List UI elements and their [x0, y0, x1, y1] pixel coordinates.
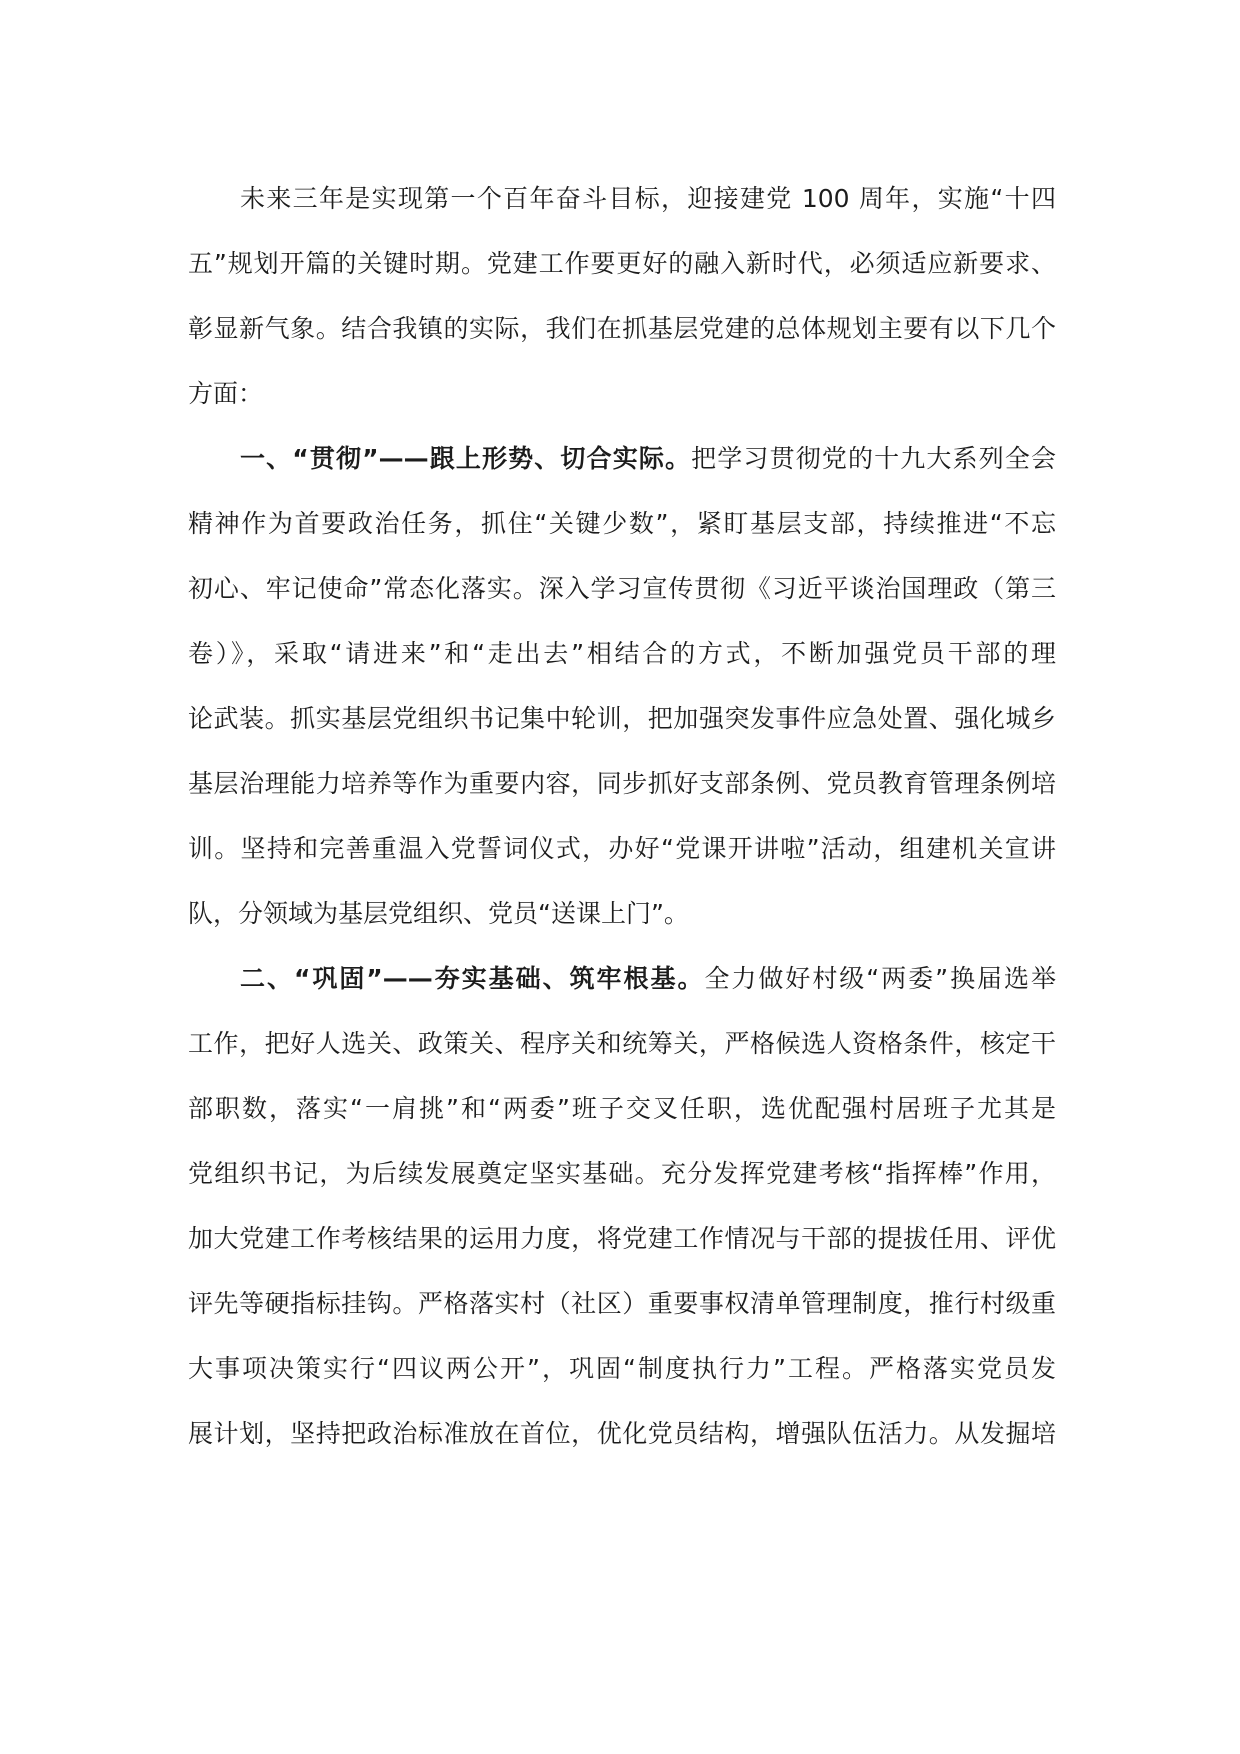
paragraph-line: 队，分领域为基层党组织、党员“送课上门”。 — [188, 899, 689, 928]
paragraph-line: 方面： — [188, 379, 264, 408]
document-body — [188, 166, 1056, 1466]
section-heading: 二、“巩固”——夯实基础、筑牢根基。 — [240, 964, 705, 993]
paragraph-line: 彰显新气象。结合我镇的实际，我们在抓基层党建的总体规划主要有以下几个 — [188, 314, 1056, 343]
paragraph-line: 精神作为首要政治任务，抓住“关键少数”，紧盯基层支部，持续推进“不忘 — [188, 509, 1056, 538]
paragraph-section-two — [188, 946, 1056, 1466]
paragraph-intro — [188, 166, 1056, 426]
paragraph-line: 党组织书记，为后续发展奠定坚实基础。充分发挥党建考核“指挥棒”作用， — [188, 1159, 1056, 1188]
paragraph-line: 未来三年是实现第一个百年奋斗目标，迎接建党 100 周年，实施“十四 — [240, 184, 1056, 213]
section-heading-rest: 把学习贯彻党的十九大系列全会 — [691, 444, 1056, 473]
section-heading-rest: 全力做好村级“两委”换届选举 — [704, 964, 1056, 993]
paragraph-line: 加大党建工作考核结果的运用力度，将党建工作情况与干部的提拔任用、评优 — [188, 1224, 1056, 1253]
paragraph-section-one — [188, 426, 1056, 946]
paragraph-first-line — [188, 426, 1056, 491]
paragraph-first-line — [188, 946, 1056, 1011]
paragraph-line: 初心、牢记使命”常态化落实。深入学习宣传贯彻《习近平谈治国理政（第三 — [188, 574, 1056, 603]
section-heading: 一、“贯彻”——跟上形势、切合实际。 — [240, 444, 692, 473]
paragraph-line: 工作，把好人选关、政策关、程序关和统筹关，严格候选人资格条件，核定干 — [188, 1029, 1056, 1058]
paragraph-line: 卷）》，采取“请进来”和“走出去”相结合的方式，不断加强党员干部的理 — [188, 639, 1056, 668]
paragraph-line: 部职数，落实“一肩挑”和“两委”班子交叉任职，选优配强村居班子尤其是 — [188, 1094, 1056, 1123]
paragraph-line: 基层治理能力培养等作为重要内容，同步抓好支部条例、党员教育管理条例培 — [188, 769, 1056, 798]
paragraph-line: 论武装。抓实基层党组织书记集中轮训，把加强突发事件应急处置、强化城乡 — [188, 704, 1056, 733]
paragraph-line: 训。坚持和完善重温入党誓词仪式，办好“党课开讲啦”活动，组建机关宣讲 — [188, 834, 1056, 863]
paragraph-line: 五”规划开篇的关键时期。党建工作要更好的融入新时代，必须适应新要求、 — [188, 249, 1056, 278]
paragraph-line: 评先等硬指标挂钩。严格落实村（社区）重要事权清单管理制度，推行村级重 — [188, 1289, 1056, 1318]
paragraph-line: 展计划，坚持把政治标准放在首位，优化党员结构，增强队伍活力。从发掘培 — [188, 1419, 1056, 1448]
paragraph-line: 大事项决策实行“四议两公开”，巩固“制度执行力”工程。严格落实党员发 — [188, 1354, 1056, 1383]
